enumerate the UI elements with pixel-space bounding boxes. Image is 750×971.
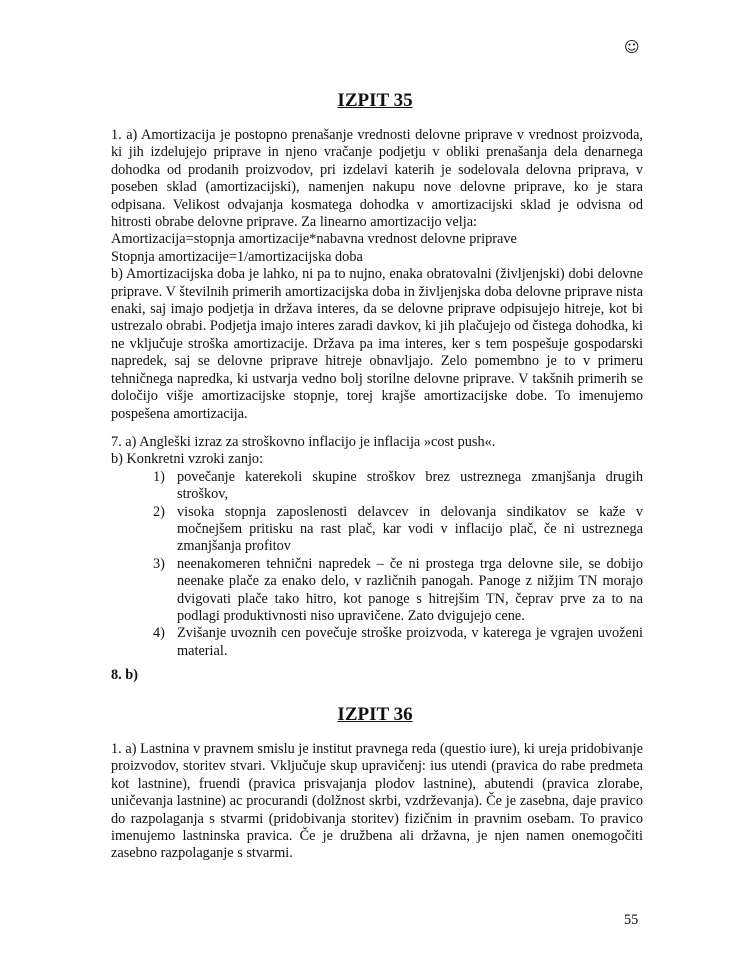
q1a-paragraph: 1. a) Amortizacija je postopno prenašanje vrednosti delovne priprave v vrednost proizvoda, ki jih izdelujejo priprave in njeno vračanje podjetju v obliki prenašanja dela denarnega dohodka od prodanih proizvodov, pri izdelavi katerih je sodelovala delovna priprava, v poseben sklad (amortizacijski), namenjen nakupu nove delovne priprave, ko je stara odpisana. Velikost odvajanja kosmatega dohodka v amortizacijski sklad je odvisna od hitrosti obrabe delovne priprave. Za linearno amortizacijo velja: bbox=[111, 127, 643, 231]
exam-35-q1 bbox=[111, 127, 643, 423]
smiley-icon: ☺ bbox=[624, 38, 640, 56]
exam-36-title: IZPIT 36 bbox=[337, 704, 413, 725]
q7a-text: 7. a) Angleški izraz za stroškovno inflacijo je inflacija »cost push«. bbox=[111, 434, 496, 450]
q1b-paragraph: b) Amortizacijska doba je lahko, ni pa to nujno, enaka obratovalni (življenjski) dobi delovne priprave. V številnih primerih amortizacijska doba in življenjska doba delovne priprave nista enaki, saj imajo podjetja in država interes, da se delovne priprave odpisujejo hitreje, kot bi ustrezalo obrabi. Podjetja imajo interes zaradi davkov, ki jih plačujejo od čistega dohodka, ki ne vključuje stroška amortizacije. Država pa ima interes, ker s tem pospešuje gospodarski napredek, saj se delovne priprave hitreje obnavljajo. Zelo pomembno je to v primeru tehničnega napredka, ki ustvarja vedno bolj storilne delovne priprave. V takšnih primerih se določijo višje amortizacijske stopnje, torej krajše amortizacijske dobe. To imenujemo pospešena amortizacija. bbox=[111, 266, 643, 422]
list-item: 2) visoka stopnja zaposlenosti delavcev in delovanja sindikatov se kaže v močnejšem pritisku na rast plač, kar vodi v inflacijo plač, če ni ustreznega zmanjšanja profitov bbox=[153, 503, 643, 555]
page-number: 55 bbox=[624, 912, 639, 928]
formula-rate: Stopnja amortizacije=1/amortizacijska doba bbox=[111, 248, 363, 265]
exam-36-q1 bbox=[111, 741, 643, 863]
list-item: 4) Zvišanje uvoznih cen povečuje stroške proizvoda, v katerega je vgrajen uvoženi material. bbox=[153, 625, 643, 659]
exam-35-q7 bbox=[111, 434, 643, 660]
list-item: 1) povečanje katerekoli skupine stroškov brez ustreznega zmanjšanja drugih stroškov, bbox=[153, 468, 643, 503]
formula-amortization: Amortizacija=stopnja amortizacije*nabavna vrednost delovne priprave bbox=[111, 231, 517, 248]
causes-list bbox=[111, 469, 643, 660]
exam-35-q8: 8. b) bbox=[111, 667, 139, 683]
exam-35-title: IZPIT 35 bbox=[337, 90, 413, 111]
list-item: 3) neenakomeren tehnični napredek – če ni prostega trga delovne sile, se dobijo neenake plače za enako delo, v različnih panogah. Panoge z nižjim TN morajo dvigovati plače tako hitro, kot panoge s hitrejšim TN, čeprav prve za to na podlagi produktivnosti niso upravičene. Zato dvigujejo cene. bbox=[153, 555, 643, 625]
q7b-text: b) Konkretni vzroki zanjo: bbox=[111, 451, 264, 468]
q1a-paragraph: 1. a) Lastnina v pravnem smislu je institut pravnega reda (questio iure), ki ureja pridobivanje proizvodov, storitev stvari. Vključuje skup upravičenj: ius utendi (pravica do rabe predmeta kot lastnine), fruendi (pravica prisvajanja plodov lastnine), abutendi (pravica zlorabe, uničevanja lastnine) ac procurandi (dolžnost skrbi, vzdrževanja). Če je zasebna, daje pravico do razpolaganja s stvarmi (pridobivanja storitev) fizičnim in pravnim osebam. To pravico imenujemo lastninska pravica. Če je družbena ali državna, je njen namen onemogočiti zasebno razpolaganje s stvarmi. bbox=[111, 741, 643, 862]
